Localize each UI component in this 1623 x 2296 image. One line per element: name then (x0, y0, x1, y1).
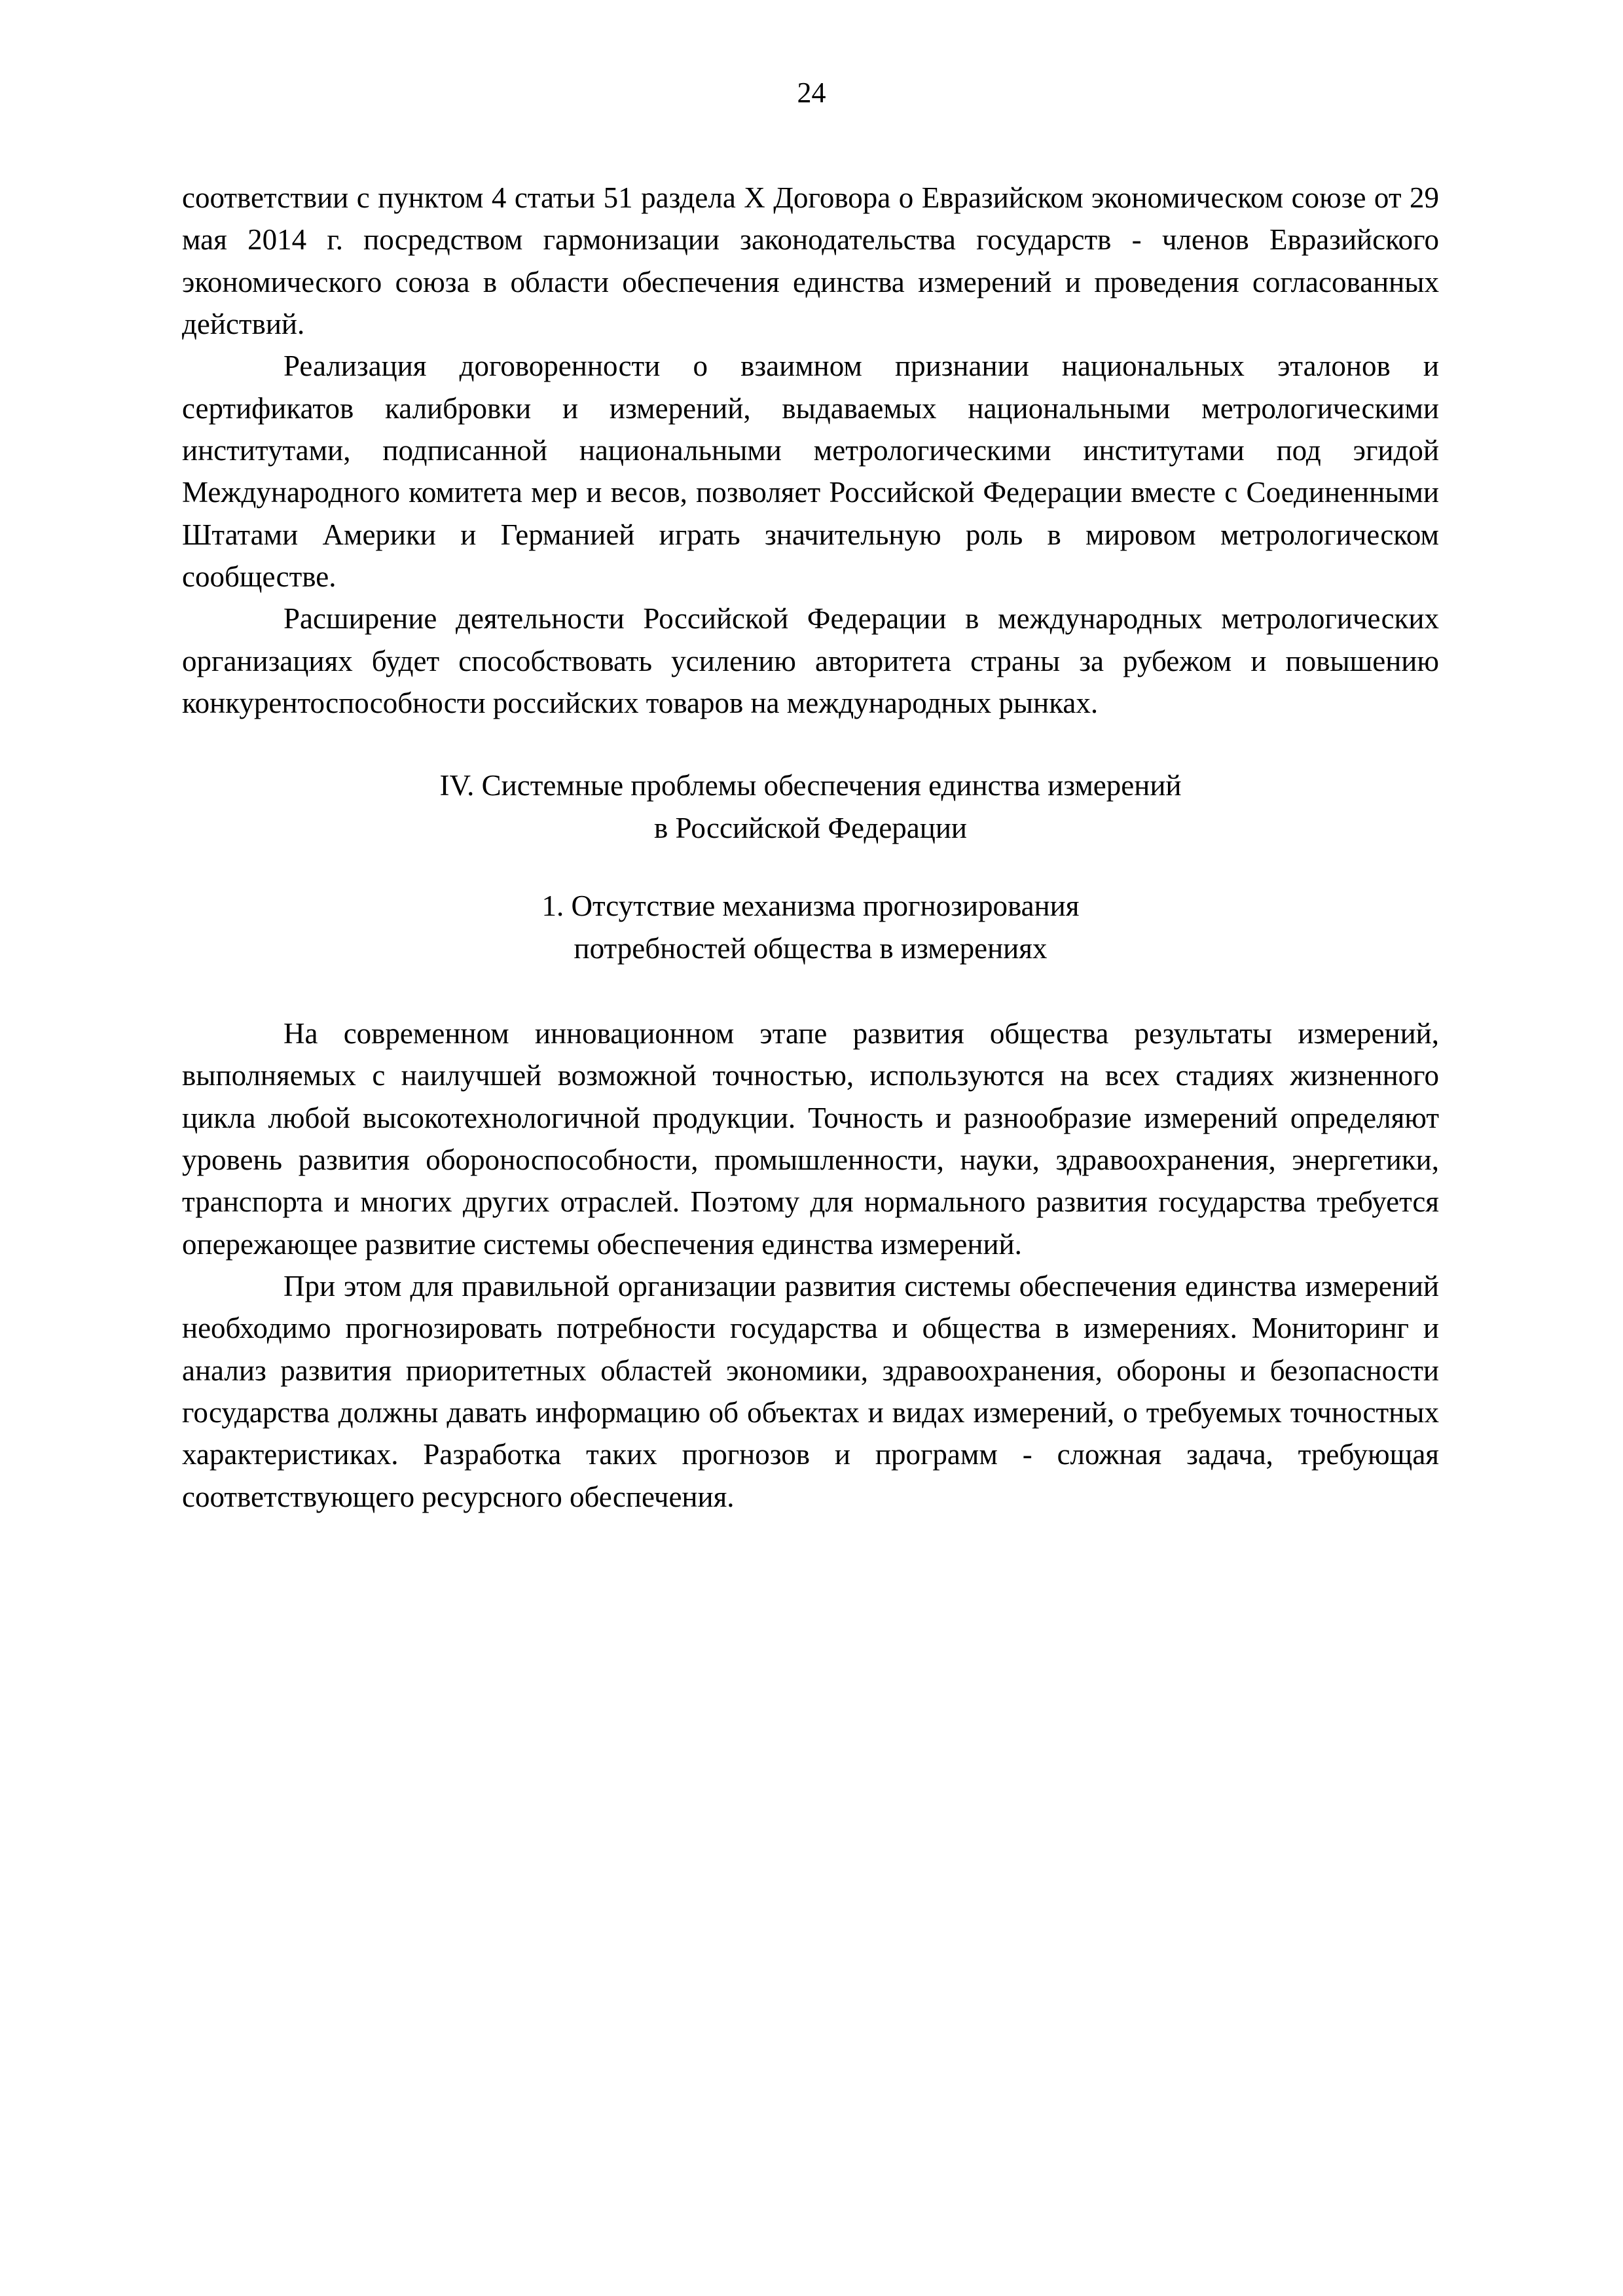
page-number: 24 (797, 77, 826, 109)
spacer (182, 969, 1439, 1013)
subsection-heading-line2: потребностей общества в измерениях (574, 931, 1048, 965)
paragraph-continuation: соответствии с пунктом 4 статьи 51 раздела X Договора о Евразийском экономическом союзе от 29 мая 2014 г. посредством гармонизации законодательства государств - членов Евразийского экономического союза в области обеспечения единства измерений и проведения согласованных действий. (182, 181, 1439, 341)
spacer (182, 724, 1439, 764)
paragraph: Реализация договоренности о взаимном признании национальных эталонов и сертификатов калибровки и измерений, выдаваемых национальными метрологическими институтами, подписанной национальными метрологическими институтами под эгидой Международного комитета мер и весов, позволяет Российской Федерации вместе с Соединенными Штатами Америки и Германией играть значительную роль в мировом метрологическом сообществе. (182, 350, 1439, 594)
paragraph: Расширение деятельности Российской Федерации в международных метрологических организациях будет способствовать усилению авторитета страны за рубежом и повышению конкурентоспособности российских товаров на международных рынках. (182, 602, 1439, 720)
paragraph: На современном инновационном этапе развития общества результаты измерений, выполняемых с наилучшей возможной точностью, используются на всех стадиях жизненного цикла любой высокотехнологичной продукции. Точность и разнообразие измерений определяют уровень развития обороноспособности, промышленности, науки, здравоохранения, энергетики, транспорта и многих других отраслей. Поэтому для нормального развития государства требуется опережающее развитие системы обеспечения единства измерений. (182, 1016, 1439, 1261)
section-heading-line1: IV. Системные проблемы обеспечения единства измерений (439, 769, 1182, 802)
paragraph: При этом для правильной организации развития системы обеспечения единства измерений необходимо прогнозировать потребности государства и общества в измерениях. Мониторинг и анализ развития приоритетных областей экономики, здравоохранения, обороны и безопасности государства должны давать информацию об объектах и видах измерений, о требуемых точностных характеристиках. Разработка таких прогнозов и программ - сложная задача, требующая соответствующего ресурсного обеспечения. (182, 1269, 1439, 1513)
section-heading-line2: в Российской Федерации (653, 811, 968, 844)
subsection-heading-line1: 1. Отсутствие механизма прогнозирования (541, 889, 1080, 923)
document-body (182, 177, 1439, 1518)
spacer (182, 849, 1439, 885)
